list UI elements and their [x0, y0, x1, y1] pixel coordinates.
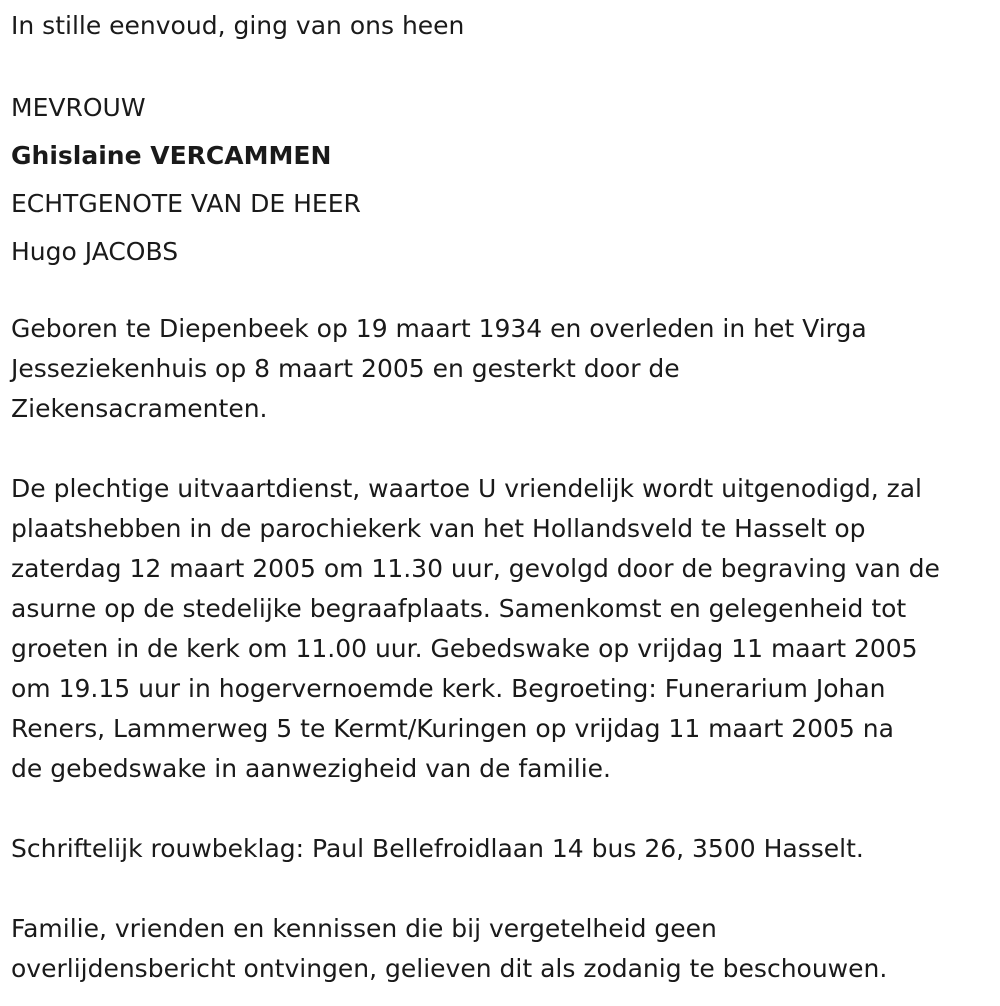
paragraph-line: Schriftelijk rouwbeklag: Paul Bellefroidlaan 14 bus 26, 3500 Hasselt.: [11, 834, 864, 863]
paragraph-line: Familie, vrienden en kennissen die bij vergetelheid geen: [11, 914, 717, 943]
paragraph-line: Reners, Lammerweg 5 te Kermt/Kuringen op vrijdag 11 maart 2005 na: [11, 714, 894, 743]
paragraph-line: De plechtige uitvaartdienst, waartoe U vriendelijk wordt uitgenodigd, zal: [11, 474, 922, 503]
paragraph-line: groeten in de kerk om 11.00 uur. Gebedswake op vrijdag 11 maart 2005: [11, 634, 918, 663]
paragraph-line: Geboren te Diepenbeek op 19 maart 1934 en overleden in het Virga: [11, 314, 867, 343]
intro-text: In stille eenvoud, ging van ons heen: [11, 11, 465, 40]
deceased-name: Ghislaine VERCAMMEN: [11, 141, 332, 170]
paragraph-line: Ziekensacramenten.: [11, 394, 268, 423]
intro-text-block: [11, 6, 464, 46]
paragraph-line: om 19.15 uur in hogervernoemde kerk. Begroeting: Funerarium Johan: [11, 674, 886, 703]
paragraph-line: asurne op de stedelijke begraafplaats. Samenkomst en gelegenheid tot: [11, 594, 907, 623]
paragraph-line: zaterdag 12 maart 2005 om 11.30 uur, gevolgd door de begraving van de: [11, 554, 940, 583]
spouse-name: Hugo JACOBS: [11, 237, 179, 266]
deceased-header: [11, 84, 361, 276]
condolence-address-paragraph: [11, 829, 864, 869]
relation-text: ECHTGENOTE VAN DE HEER: [11, 189, 361, 218]
paragraph-line: plaatshebben in de parochiekerk van het Hollandsveld te Hasselt op: [11, 514, 866, 543]
title-text: MEVROUW: [11, 93, 146, 122]
paragraph-line: Jesseziekenhuis op 8 maart 2005 en gesterkt door de: [11, 354, 680, 383]
paragraph-line: overlijdensbericht ontvingen, gelieven dit als zodanig te beschouwen.: [11, 954, 888, 983]
funeral-service-paragraph: [11, 469, 940, 789]
family-notice-paragraph: [11, 909, 887, 989]
birth-death-paragraph: [11, 309, 867, 429]
paragraph-line: de gebedswake in aanwezigheid van de familie.: [11, 754, 611, 783]
